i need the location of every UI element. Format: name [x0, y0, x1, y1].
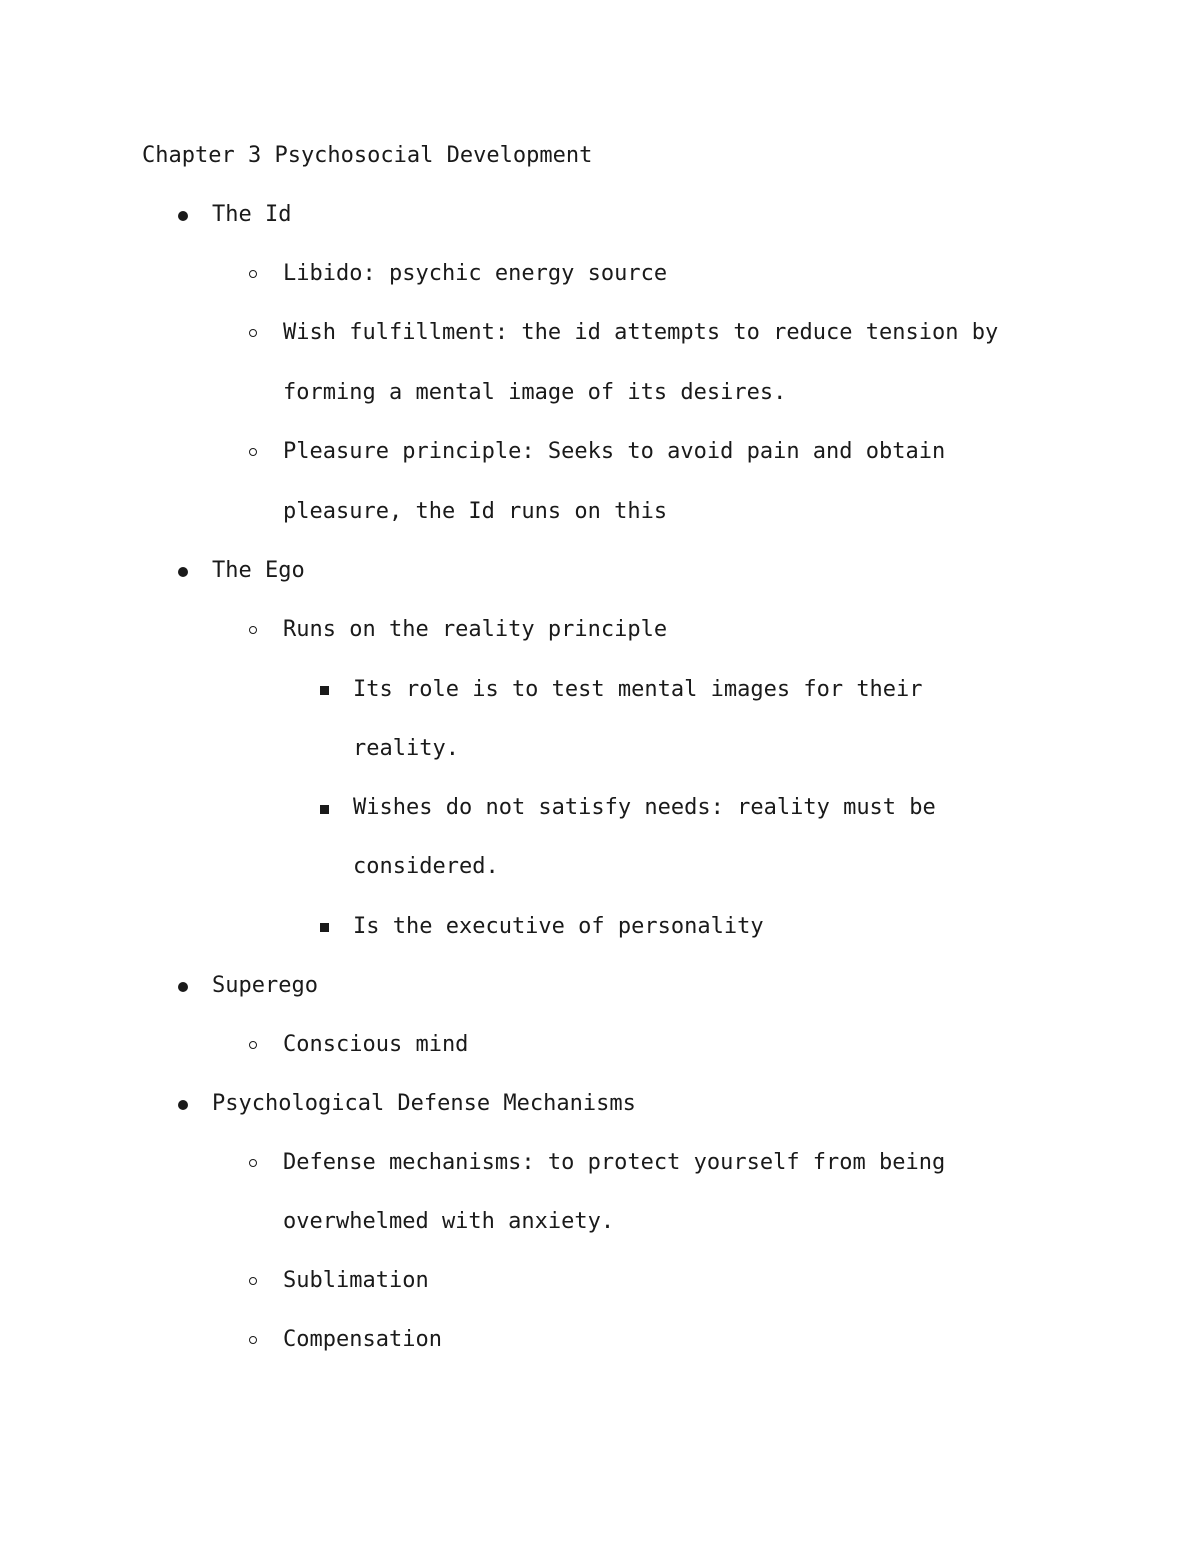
circle-bullet-icon — [249, 448, 257, 456]
circle-bullet-icon — [249, 329, 257, 337]
square-bullet-icon — [320, 923, 329, 932]
circle-bullet-icon — [249, 270, 257, 278]
circle-bullet-icon — [249, 626, 257, 634]
sub-item-wishes-line1: Wishes do not satisfy needs: reality must be — [353, 795, 936, 820]
page-title: Chapter 3 Psychosocial Development — [142, 143, 593, 168]
list-item-compensation: Compensation — [283, 1327, 442, 1352]
circle-bullet-icon — [249, 1277, 257, 1285]
sub-item-executive: Is the executive of personality — [353, 914, 764, 939]
sub-item-wishes-line2: considered. — [353, 854, 499, 879]
list-item-wish-fulfillment-line2: forming a mental image of its desires. — [283, 380, 787, 405]
square-bullet-icon — [320, 805, 329, 814]
list-item-pleasure-principle-line2: pleasure, the Id runs on this — [283, 499, 668, 524]
list-item-pleasure-principle-line1: Pleasure principle: Seeks to avoid pain and obtain — [283, 439, 946, 464]
section-heading-id: The Id — [212, 202, 292, 227]
circle-bullet-icon — [249, 1336, 257, 1344]
circle-bullet-icon — [249, 1159, 257, 1167]
list-item-wish-fulfillment-line1: Wish fulfillment: the id attempts to reduce tension by — [283, 320, 999, 345]
list-item-sublimation: Sublimation — [283, 1268, 429, 1293]
list-item-defense-definition-line1: Defense mechanisms: to protect yourself from being — [283, 1150, 946, 1175]
list-item-defense-definition-line2: overwhelmed with anxiety. — [283, 1209, 615, 1234]
sub-item-role-line1: Its role is to test mental images for their — [353, 677, 923, 702]
disc-bullet-icon — [178, 1100, 188, 1110]
square-bullet-icon — [320, 686, 329, 695]
disc-bullet-icon — [178, 211, 188, 221]
list-item-conscious-mind: Conscious mind — [283, 1032, 469, 1057]
disc-bullet-icon — [178, 982, 188, 992]
circle-bullet-icon — [249, 1041, 257, 1049]
section-heading-defense-mechanisms: Psychological Defense Mechanisms — [212, 1091, 636, 1116]
disc-bullet-icon — [178, 567, 188, 577]
list-item-libido: Libido: psychic energy source — [283, 261, 668, 286]
sub-item-role-line2: reality. — [353, 736, 459, 761]
section-heading-ego: The Ego — [212, 558, 305, 583]
list-item-reality-principle: Runs on the reality principle — [283, 617, 668, 642]
section-heading-superego: Superego — [212, 973, 318, 998]
